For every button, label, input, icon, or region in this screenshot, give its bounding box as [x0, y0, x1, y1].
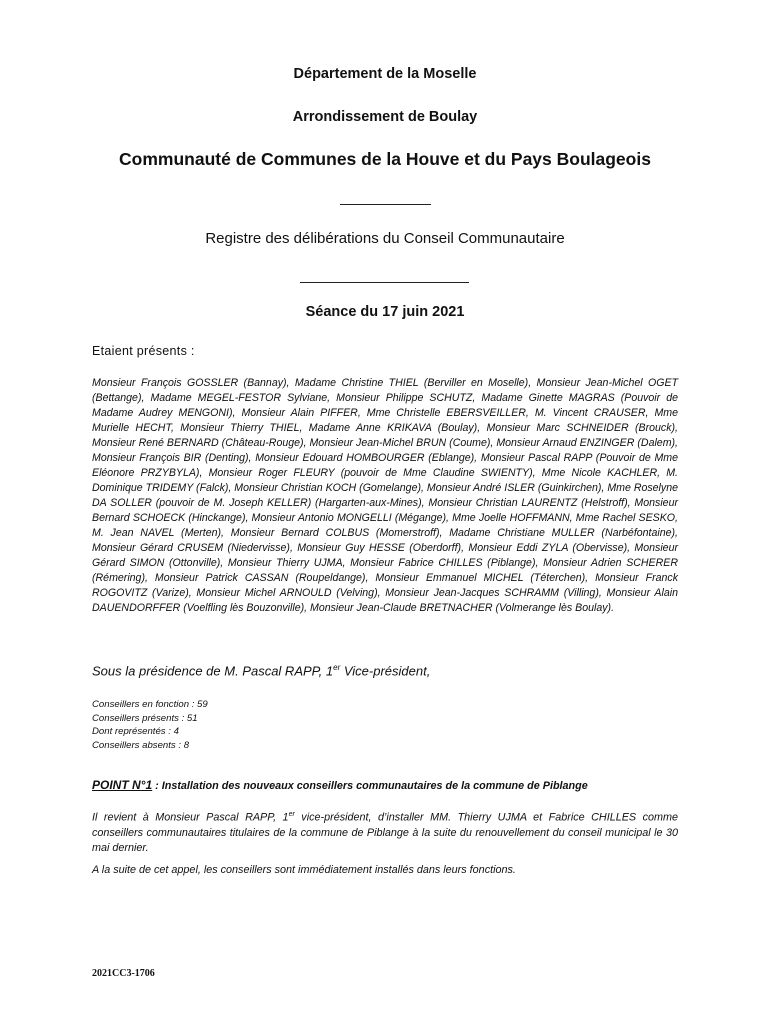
count-absents: Conseillers absents : 8 — [92, 739, 190, 751]
separator-long — [300, 282, 469, 283]
counts-block — [92, 698, 208, 752]
point-title: : Installation des nouveaux conseillers communautaires de la commune de Piblange — [152, 780, 588, 792]
footer-reference: 2021CC3-1706 — [92, 968, 155, 979]
departement-heading: Département de la Moselle — [293, 66, 477, 82]
point-heading — [92, 778, 588, 792]
count-presents: Conseillers présents : 51 — [92, 712, 198, 724]
presidence-text: Sous la présidence de M. Pascal RAPP, 1 — [92, 663, 334, 679]
p1-text-end: vice-président, d’installer MM. Thierry UJMA et Fabrice CHILLES comme conseillers communautaires titulaires de la commune de Piblange à la suite du renouvellement du conseil municipal le 30 mai dernier. — [92, 811, 679, 854]
separator-short — [340, 204, 431, 205]
seance-date: Séance du 17 juin 2021 — [305, 304, 465, 320]
presidence-line — [92, 663, 430, 678]
arrondissement-heading: Arrondissement de Boulay — [292, 109, 478, 125]
registre-heading: Registre des délibérations du Conseil Communautaire — [205, 230, 565, 247]
count-en-fonction: Conseillers en fonction : 59 — [92, 699, 208, 710]
point-paragraph-1 — [92, 807, 678, 856]
communaute-title: Communauté de Communes de la Houve et du Pays Boulageois — [119, 149, 651, 169]
point-paragraph-2: A la suite de cet appel, les conseillers sont immédiatement installés dans leurs fonctions. — [92, 864, 516, 876]
point-label: POINT N°1 — [92, 778, 153, 792]
p1-text-start: Il revient à Monsieur Pascal RAPP, 1 — [92, 811, 289, 824]
presents-label: Etaient présents : — [92, 344, 195, 358]
presidence-title: Vice-président, — [340, 663, 431, 679]
presidence-sup: er — [333, 663, 341, 672]
members-list: Monsieur François GOSSLER (Bannay), Madame Christine THIEL (Berviller en Moselle), Monsieur Jean-Michel OGET (Bettange), Madame MEGEL-FESTOR Sylviane, Monsieur Philippe SCHUTZ, Madame Ginette MAGRAS (Pouvoir de Madame Audrey MENGONI), Monsieur Alain PIFFER, Mme Christelle EBERSVEILLER, M. Vincent CRAUSER, Mme Murielle HECHT, Monsieur Thierry THIEL, Madame Anne KRIKAVA (Boulay), Monsieur Marc SCHNEIDER (Brouck), Monsieur René BERNARD (Château-Rouge), Monsieur Jean-Michel BRUN (Coume), Monsieur Arnaud ENZINGER (Dalem), Monsieur François BIR (Denting), Monsieur Edouard HOMBOURGER (Eblange), Monsieur Pascal RAPP (Pouvoir de Mme Eléonore PRZYBYLA), Monsieur Roger FLEURY (pouvoir de Mme Claudine SWIENTY), Mme Nicole KACHLER, M. Dominique TRIDEMY (Falck), Monsieur Christian KOCH (Gomelange), Monsieur André ISLER (Guinkirchen), Mme Roselyne DA SOLLER (pouvoir de M. Joseph KELLER) (Hargarten-aux-Mines), Monsieur Christian LAURENTZ (Helstroff), Monsieur Bernard SCHOECK (Hinckange), Monsieur Antonio MONGELLI (Mégange), Mme Joelle HOFFMANN, Mme Rachel SESKO, M. Jean NAVEL (Merten), Monsieur Bernard COLBUS (Momerstroff), Madame Christiane MULLER (Narbéfontaine), Monsieur Gérard CRUSEM (Niedervisse), Monsieur Guy HESSE (Oberdorff), Monsieur Eddi ZYLA (Obervisse), Monsieur Gérard SIMON (Ottonville), Monsieur Thierry UJMA, Monsieur Fabrice CHILLES (Piblange), Monsieur Adrien SCHERER (Rémering), Monsieur Patrick CASSAN (Roupeldange), Monsieur Emmanuel MICHEL (Téterchen), Monsieur Franck ROGOVITZ (Varize), Monsieur Michel ARNOULD (Velving), Monsieur Jean-Jacques SCHRAMM (Villing), Monsieur Alain DAUENDORFFER (Voelfling lès Bouzonville), Monsieur Jean-Claude BRETNACHER (Volmerange lès Boulay). — [92, 377, 678, 614]
p1-sup: er — [288, 811, 295, 818]
count-representes: Dont représentés : 4 — [92, 726, 179, 737]
